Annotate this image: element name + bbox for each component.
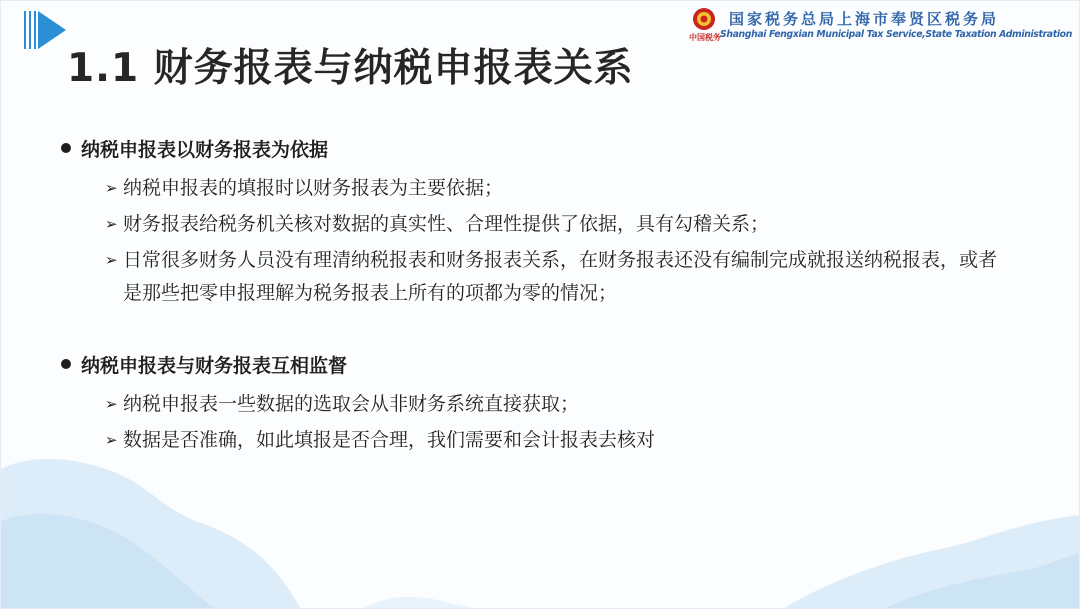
page-title: 1.1 财务报表与纳税申报表关系 [67,46,634,91]
brand-script-text: 中国税务 [689,33,721,42]
list-item-text: 日常很多财务人员没有理清纳税报表和财务报表关系，在财务报表还没有编制完成就报送纳税报表，或者是那些把零申报理解为税务报表上所有的项都为零的情况； [123,249,998,304]
arrow-bullet-icon: ➢ [105,431,118,449]
agency-name-cn: 国家税务总局上海市奉贤区税务局 [729,10,1000,28]
list-item-text: 纳税申报表一些数据的选取会从非财务系统直接获取； [123,393,580,415]
list-item [105,172,1005,205]
bullet-dot-icon [61,359,71,369]
section-heading-text: 纳税申报表以财务报表为依据 [81,139,329,161]
list-item [105,424,1005,457]
section-heading-text: 纳税申报表与财务报表互相监督 [81,355,348,377]
list-item-text: 财务报表给税务机关核对数据的真实性、合理性提供了依据，具有勾稽关系； [123,213,770,235]
list-item-text: 数据是否准确，如此填报是否合理，我们需要和会计报表去核对 [123,429,656,451]
bullet-dot-icon [61,143,71,153]
section-heading-2 [61,351,347,378]
arrow-bullet-icon: ➢ [105,251,118,269]
list-item-text: 纳税申报表的填报时以财务报表为主要依据； [123,177,504,199]
section-heading-1 [61,135,328,162]
agency-logo [689,5,1075,45]
tax-emblem-icon [691,7,717,31]
list-item [105,244,1007,310]
arrow-bullet-icon: ➢ [105,215,118,233]
arrow-bullet-icon: ➢ [105,179,118,197]
list-item [105,388,1005,421]
arrow-bullet-icon: ➢ [105,395,118,413]
agency-name-en: Shanghai Fengxian Municipal Tax Service,State Taxation Administration [720,29,1072,40]
triple-chevron-right-icon [22,9,66,51]
list-item [105,208,1005,241]
